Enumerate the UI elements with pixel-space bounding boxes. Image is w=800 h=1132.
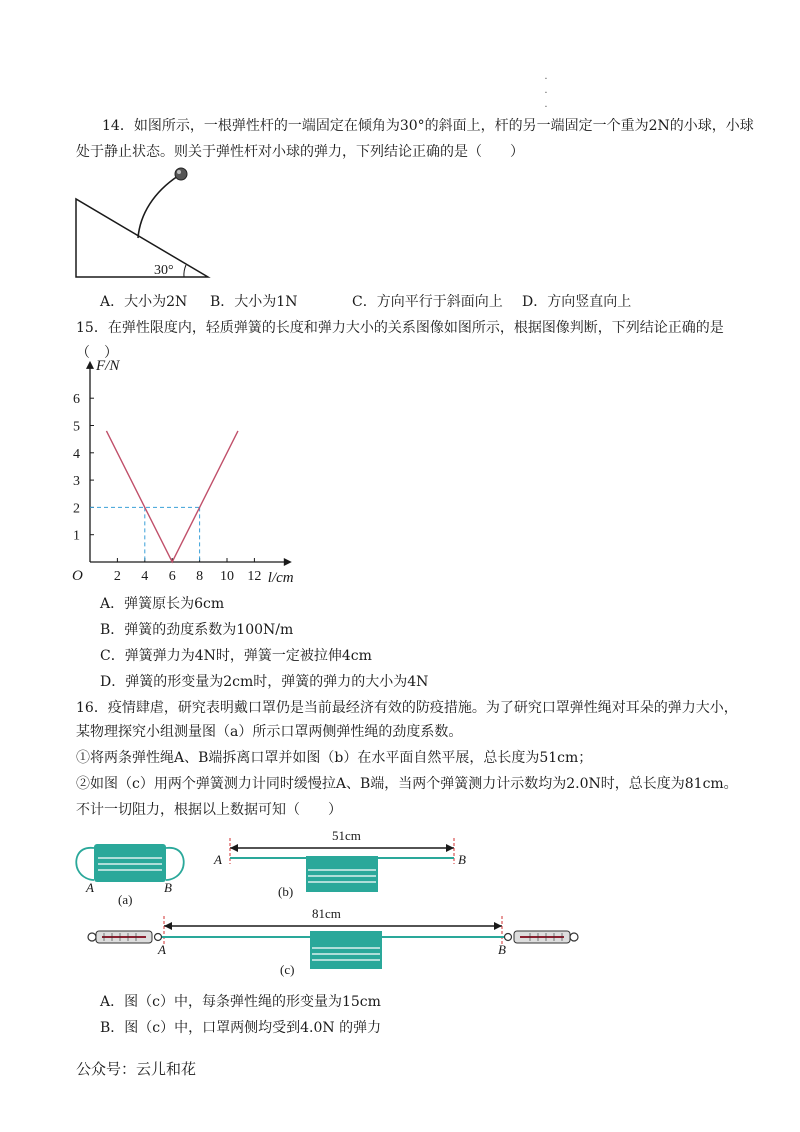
spring-scale-left: [88, 931, 162, 943]
y-tick-label: 2: [73, 501, 80, 517]
elastic-rod: [138, 176, 178, 238]
x-tick-label: 2: [113, 569, 121, 584]
series-line: [106, 431, 238, 562]
q15-option-c: C．弹簧弹力为4N时，弹簧一定被拉伸4cm: [100, 648, 372, 664]
x-tick-label: 6: [168, 569, 176, 584]
q16-figure-b-cords: [208, 826, 488, 904]
point-a: A: [86, 880, 94, 895]
x-tick-label: 12: [247, 569, 262, 584]
q14-stem-line2: 处于静止状态。则关于弹性杆对小球的弹力，下列结论正确的是（ ）: [76, 144, 524, 160]
figure-label-b: (b): [278, 884, 294, 899]
point-b-b: B: [458, 852, 466, 867]
y-axis-label: F/N: [96, 357, 120, 374]
q16-figure-c-spring-scales: [84, 904, 584, 980]
q16-stem-line4: ②如图（c）用两个弹簧测力计同时缓慢拉A、B端，当两个弹簧测力计示数均为2.0N时，总长度为81cm。: [76, 776, 738, 792]
y-tick-label: 6: [73, 392, 80, 408]
q15-option-a: A．弹簧原长为6cm: [100, 596, 225, 612]
q14-option-c: C．方向平行于斜面向上: [352, 294, 503, 310]
q15-force-length-graph: [68, 357, 318, 586]
angle-arc: [184, 265, 186, 277]
x-tick-label: 8: [196, 569, 204, 584]
q14-option-d: D．方向竖直向上: [522, 294, 632, 310]
mask-body-c: [310, 931, 382, 969]
ear-loop-right: [166, 848, 184, 880]
q16-stem-line2: 某物理探究小组测量图（a）所示口罩两侧弹性绳的劲度系数。: [76, 724, 463, 740]
q16-option-a: A．图（c）中，每条弹性绳的形变量为15cm: [100, 994, 381, 1010]
q16-figure-a-mask: [72, 834, 192, 906]
q14-figure-incline: [74, 166, 214, 280]
point-b-c: B: [498, 942, 506, 957]
q15-stem-line1: 15．在弹性限度内，轻质弹簧的长度和弹力大小的关系图像如图所示，根据图像判断，下列结论正确的是: [76, 320, 724, 336]
q15-option-b: B．弹簧的劲度系数为100N/m: [100, 622, 294, 638]
page-marker-dots: . . .: [544, 71, 548, 110]
ear-loop-left: [76, 848, 94, 880]
x-axis-arrow: [284, 558, 292, 566]
mask-body: [94, 844, 166, 882]
q16-stem-line5: 不计一切阻力，根据以上数据可知（ ）: [76, 802, 342, 818]
point-b: B: [164, 880, 172, 895]
x-tick-label: 10: [220, 569, 234, 584]
q15-option-d: D．弹簧的形变量为2cm时，弹簧的弹力的大小为4N: [100, 674, 429, 690]
spring-scale-right: [505, 931, 579, 943]
incline-triangle: [76, 199, 208, 277]
footer-account-name: 公众号：云儿和花: [76, 1060, 197, 1078]
q16-stem-line1: 16．疫情肆虐，研究表明戴口罩仍是当前最经济有效的防疫措施。为了研究口罩弹性绳对耳朵的弹力大小，: [76, 700, 738, 716]
length-label-b: 51cm: [332, 828, 361, 843]
q14-stem-line1: 14．如图所示，一根弹性杆的一端固定在倾角为30°的斜面上，杆的另一端固定一个重为2N的小球，小球: [102, 118, 754, 134]
point-a-b: A: [214, 852, 222, 867]
y-tick-label: 1: [73, 528, 80, 544]
x-tick-label: 4: [141, 569, 149, 584]
origin-label: O: [72, 568, 83, 584]
q16-stem-line3: ①将两条弹性绳A、B端拆离口罩并如图（b）在水平面自然平展，总长度为51cm；: [76, 750, 593, 766]
x-axis-label: l/cm: [267, 570, 294, 586]
figure-label-c: (c): [280, 962, 295, 977]
q14-option-a: A．大小为2N: [100, 294, 188, 310]
point-a-c: A: [158, 942, 166, 957]
y-tick-label: 4: [73, 446, 80, 462]
figure-label-a: (a): [118, 892, 133, 907]
length-label-c: 81cm: [312, 906, 341, 921]
y-tick-label: 5: [73, 419, 80, 435]
q15-stem-line2: （ ）: [76, 345, 118, 361]
q16-option-b: B．图（c）中，口罩两侧均受到4.0N 的弹力: [100, 1020, 382, 1036]
ball: [175, 168, 187, 180]
y-tick-label: 3: [73, 474, 80, 490]
angle-label: 30°: [154, 263, 174, 278]
mask-body-b: [306, 856, 378, 892]
q14-option-b: B．大小为1N: [210, 294, 298, 310]
